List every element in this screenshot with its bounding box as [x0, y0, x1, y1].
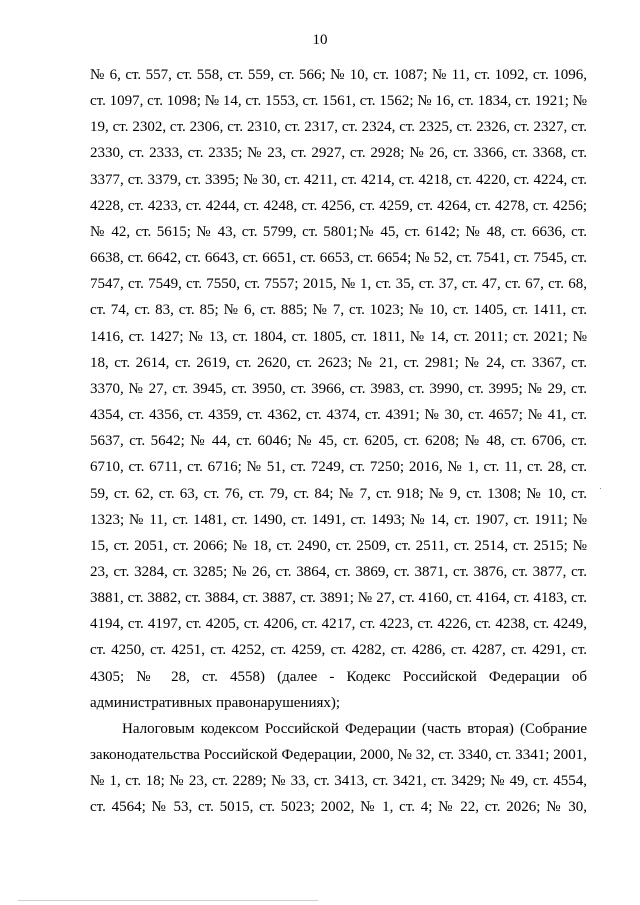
paragraph-legal-references: № 6, ст. 557, ст. 558, ст. 559, ст. 566; № 10, ст. 1087; № 11, ст. 1092, ст. 1096, ст. 1097, ст. 1098; № 14, ст. 1553, ст. 1561, ст. 1562; № 16, ст. 1834, ст. 1921; № 19, ст. 2302, ст. 2306, ст. 2310, ст. 2317, ст. 2324, ст. 2325, ст. 2326, ст. 2327, ст. 2330, ст. 2333, ст. 2335; № 23, ст. 2927, ст. 2928; № 26, ст. 3366, ст. 3368, ст. 3377, ст. 3379, ст. 3395; № 30, ст. 4211, ст. 4214, ст. 4218, ст. 4220, ст. 4224, ст. 4228, ст. 4233, ст. 4244, ст. 4248, ст. 4256, ст. 4259, ст. 4264, ст. 4278, ст. 4256; № 42, ст. 5615; № 43, ст. 5799, ст. 5801;№ 45, ст. 6142; № 48, ст. 6636, ст. 6638, ст. 6642, ст. 6643, ст. 6651, ст. 6653, ст. 6654; № 52, ст. 7541, ст. 7545, ст. 7547, ст. 7549, ст. 7550, ст. 7557; 2015, № 1, ст. 35, ст. 37, ст. 47, ст. 67, ст. 68, ст. 74, ст. 83, ст. 85; № 6, ст. 885; № 7, ст. 1023; № 10, ст. 1405, ст. 1411, ст. 1416, ст. 1427; № 13, ст. 1804, ст. 1805, ст. 1811, № 14, ст. 2011; ст. 2021; № 18, ст. 2614, ст. 2619, ст. 2620, ст. 2623; № 21, ст. 2981; № 24, ст. 3367, ст. 3370, № 27, ст. 3945, ст. 3950, ст. 3966, ст. 3983, ст. 3990, ст. 3995; № 29, ст. 4354, ст. 4356, ст. 4359, ст. 4362, ст. 4374, ст. 4391; № 30, ст. 4657; № 41, ст. 5637, ст. 5642; № 44, ст. 6046; № 45, ст. 6205, ст. 6208; № 48, ст. 6706, ст. 6710, ст. 6711, ст. 6716; № 51, ст. 7249, ст. 7250; 2016, № 1, ст. 11, ст. 28, ст. 59, ст. 62, ст. 63, ст. 76, ст. 79, ст. 84; № 7, ст. 918; № 9, ст. 1308; № 10, ст. 1323; № 11, ст. 1481, ст. 1490, ст. 1491, ст. 1493; № 14, ст. 1907, ст. 1911; № 15, ст. 2051, ст. 2066; № 18, ст. 2490, ст. 2509, ст. 2511, ст. 2514, ст. 2515; № 23, ст. 3284, ст. 3285; № 26, ст. 3864, ст. 3869, ст. 3871, ст. 3876, ст. 3877, ст. 3881, ст. 3882, ст. 3884, ст. 3887, ст. 3891; № 27, ст. 4160, ст. 4164, ст. 4183, ст. 4194, ст. 4197, ст. 4205, ст. 4206, ст. 4217, ст. 4223, ст. 4226, ст. 4238, ст. 4249, ст. 4250, ст. 4251, ст. 4252, ст. 4259, ст. 4282, ст. 4286, ст. 4287, ст. 4291, ст. 4305; № 28, ст. 4558) (далее - Кодекс Российской Федерации об административных правонарушениях); — [90, 67, 587, 711]
scan-edge-line — [18, 900, 318, 901]
paragraph-tax-code: Налоговым кодексом Российской Федерации (часть вторая) (Собрание законодательства Российской Федерации, 2000, № 32, ст. 3340, ст. 3341; 2001, № 1, ст. 18; № 23, ст. 2289; № 33, ст. 3413, ст. 3421, ст. 3429; № 49, ст. 4554, ст. 4564; № 53, ст. 5015, ст. 5023; 2002, № 1, ст. 4; № 22, ст. 2026; № 30, — [90, 720, 587, 816]
scan-speck — [600, 488, 601, 489]
document-body — [90, 62, 587, 821]
page-number: 10 — [312, 32, 328, 48]
